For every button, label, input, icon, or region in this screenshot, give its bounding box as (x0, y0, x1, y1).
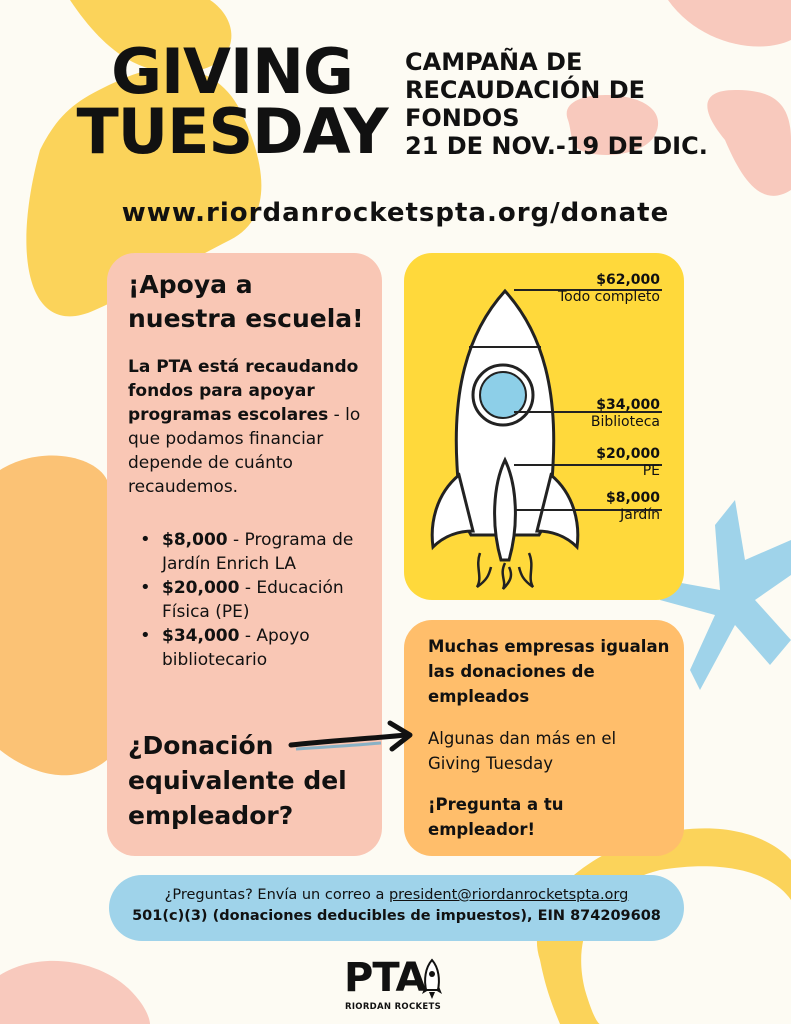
milestone-34000 (500, 397, 660, 431)
logo-rocket-icon (421, 958, 443, 1000)
question-line: equivalente del (128, 766, 347, 795)
milestone-amount: $8,000 (605, 490, 660, 506)
support-heading-line: nuestra escuela! (128, 304, 364, 333)
list-item-amount: $8,000 (162, 530, 228, 550)
question-line: ¿Donación (128, 731, 274, 760)
list-item (128, 576, 373, 624)
match-heading: Muchas empresas igualan las donaciones de empleados (428, 637, 670, 706)
milestone-8000 (500, 490, 660, 524)
footer-contact-bar (109, 875, 684, 941)
support-heading-line: ¡Apoya a (128, 270, 253, 299)
pta-logo: PTA (344, 955, 426, 1001)
subtitle-line: FONDOS (405, 104, 520, 132)
funding-list (128, 528, 373, 672)
milestone-label: Todo completo (558, 289, 660, 305)
milestone-amount: $34,000 (596, 397, 660, 413)
match-cta: ¡Pregunta a tu empleador! (428, 795, 564, 839)
milestone-label: Jardín (620, 507, 660, 523)
tax-info: 501(c)(3) (donaciones deducibles de impuestos), EIN 874209608 (132, 908, 661, 924)
milestone-label: Biblioteca (590, 414, 660, 430)
logo-subtitle: RIORDAN ROCKETS (345, 1002, 442, 1012)
subtitle-line: CAMPAÑA DE (405, 48, 583, 76)
list-item-text: - Apoyo bibliotecario (162, 626, 310, 670)
list-item-text: - Programa de Jardín Enrich LA (162, 530, 354, 574)
list-item-amount: $34,000 (162, 626, 240, 646)
contact-line (109, 885, 684, 905)
subtitle-line: RECAUDACIÓN DE (405, 76, 646, 104)
title-line-giving: GIVING (111, 35, 353, 108)
pink-blob-bottom-left (0, 961, 150, 1024)
support-body-rest: - lo que podamos financiar depende de cuánto recaudemos. (128, 405, 361, 497)
list-item-text: - Educación Física (PE) (162, 578, 344, 622)
donate-url-link[interactable]: www.riordanrocketspta.org/donate (121, 198, 670, 228)
milestone-label: PE (642, 463, 660, 479)
milestone-amount: $20,000 (596, 446, 660, 462)
list-item-amount: $20,000 (162, 578, 240, 598)
list-item (128, 528, 373, 576)
support-body (128, 355, 378, 499)
email-link[interactable]: president@riordanrocketspta.org (388, 887, 629, 903)
arrow-icon (286, 715, 421, 770)
question-line: empleador? (128, 801, 294, 830)
page-title (62, 35, 402, 168)
title-line-tuesday: TUESDAY (76, 95, 388, 168)
list-item (128, 624, 373, 672)
milestone-62000 (500, 272, 660, 306)
milestone-20000 (500, 446, 660, 480)
milestone-amount: $62,000 (596, 272, 660, 288)
pink-blob-top-right (668, 0, 791, 47)
support-heading (128, 268, 378, 336)
orange-blob-left (0, 456, 107, 776)
contact-prefix: ¿Preguntas? Envía un correo a (164, 887, 389, 903)
campaign-dates: 21 DE NOV.-19 DE DIC. (405, 132, 708, 160)
support-body-bold: La PTA está recaudando fondos para apoyar programas escolares (128, 357, 359, 425)
match-body: Algunas dan más en el Giving Tuesday (428, 729, 617, 773)
campaign-subtitle (405, 48, 735, 160)
